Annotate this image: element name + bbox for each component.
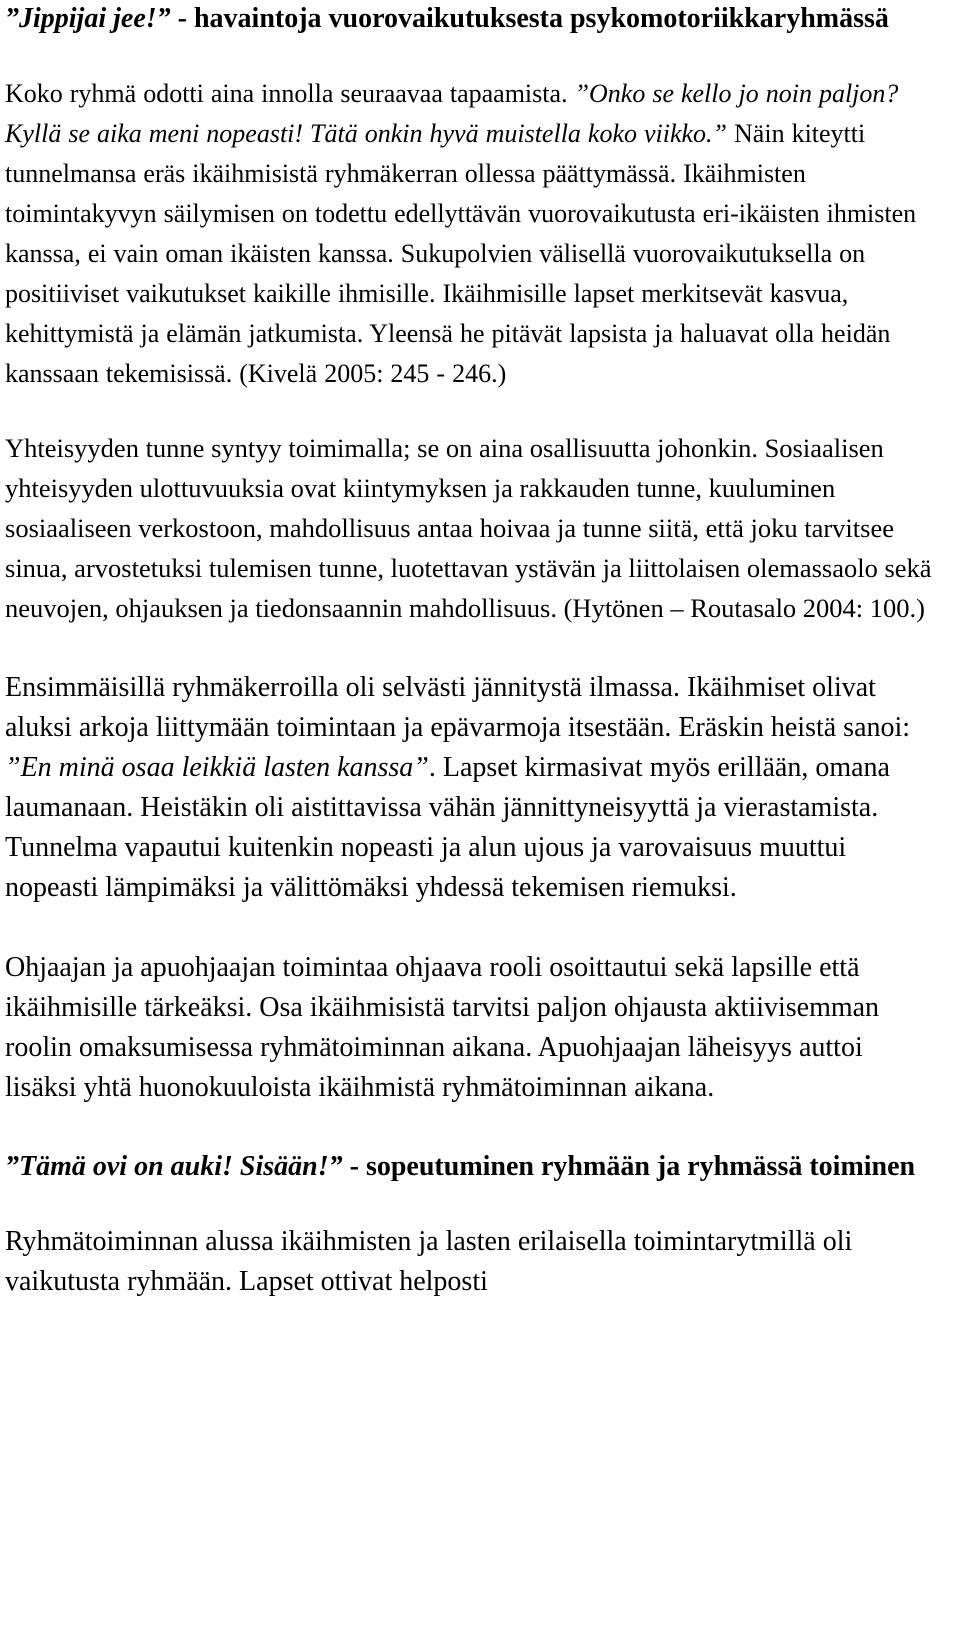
paragraph-instructors: Ohjaajan ja apuohjaajan toimintaa ohjaava rooli osoittautui sekä lapsille että ikäihmisille tärkeäksi. Osa ikäihmisistä tarvitsi paljon ohjausta aktiivisemman roolin omaksumisessa ryhmätoiminnan aikana. Apuohjaajan läheisyys auttoi lisäksi yhtä huonokuuloista ikäihmistä ryhmätoiminnan aikana. bbox=[5, 952, 880, 1103]
spacer bbox=[5, 908, 940, 948]
section-heading-1 bbox=[5, 0, 940, 38]
heading-1-text: - havaintoja vuorovaikutuksesta psykomotoriikkaryhmässä bbox=[170, 3, 889, 34]
paragraph-first-meetings-sentence-1: Ensimmäisillä ryhmäkerroilla oli selvästi jännitystä ilmassa. Ikäihmiset olivat aluksi arkoja liittymään toimintaan ja epävarmoja itsestään. Eräskin heistä sanoi: bbox=[5, 672, 911, 743]
section-heading-2 bbox=[5, 1148, 940, 1186]
spacer bbox=[5, 394, 940, 428]
spacer bbox=[5, 38, 940, 74]
spacer bbox=[5, 1108, 940, 1148]
paragraph-first-meetings-sentence-2: . Lapset kirmasivat myös erillään, omana laumanaan. Heistäkin oli aistittavissa vähän jännittyneisyyttä ja vierastamista. Tunnelma vapautui kuitenkin nopeasti ja alun ujous ja varovaisuus muuttui nopeasti lämpimäksi ja välittömäksi yhdessä tekemisen riemuksi. bbox=[5, 752, 890, 903]
spacer bbox=[5, 1186, 940, 1222]
paragraph-intro-quote: ”Onko se kello jo noin paljon? Kyllä se aika meni nopeasti! Tätä onkin hyvä muistella koko viikko.” bbox=[5, 79, 899, 148]
heading-2-quote: ”Tämä ovi on auki! Sisään!” bbox=[5, 1151, 343, 1182]
paragraph-first-meetings-quote: ”En minä osaa leikkiä lasten kanssa” bbox=[5, 752, 429, 783]
paragraph-group-start: Ryhmätoiminnan alussa ikäihmisten ja lasten erilaisella toimintarytmillä oli vaikutusta ryhmään. Lapset ottivat helposti bbox=[5, 1226, 853, 1297]
spacer bbox=[5, 628, 940, 668]
paragraph-first-meetings bbox=[5, 668, 940, 908]
paragraph-community: Yhteisyyden tunne syntyy toimimalla; se on aina osallisuutta johonkin. Sosiaalisen yhteisyyden ulottuvuuksia ovat kiintymyksen ja rakkauden tunne, kuuluminen sosiaaliseen verkostoon, mahdollisuus antaa hoivaa ja tunne siitä, että joku tarvitsee sinua, arvostetuksi tulemisen tunne, luotettavan ystävän ja liittolaisen olemassaolo sekä neuvojen, ohjauksen ja tiedonsaannin mahdollisuus. (Hytönen – Routasalo 2004: 100.) bbox=[5, 433, 932, 623]
heading-2-text: - sopeutuminen ryhmään ja ryhmässä toiminen bbox=[342, 1151, 916, 1182]
heading-1-quote: ”Jippijai jee!” bbox=[5, 3, 171, 34]
paragraph-intro bbox=[5, 74, 940, 394]
paragraph-intro-sentence-2: Näin kiteytti tunnelmansa eräs ikäihmisistä ryhmäkerran ollessa päättymässä. Ikäihmisten toimintakyvyn säilymisen on todettu edellyttävän vuorovaikutusta eri-ikäisten ihmisten kanssa, ei vain oman ikäisten kanssa. Sukupolvien välisellä vuorovaikutuksella on positiiviset vaikutukset kaikille ihmisille. Ikäihmisille lapset merkitsevät kasvua, kehittymistä ja elämän jatkumista. Yleensä he pitävät lapsista ja haluavat olla heidän kanssaan tekemisissä. (Kivelä 2005: 245 - 246.) bbox=[5, 119, 917, 388]
paragraph-intro-sentence-1: Koko ryhmä odotti aina innolla seuraavaa tapaamista. bbox=[5, 79, 575, 108]
